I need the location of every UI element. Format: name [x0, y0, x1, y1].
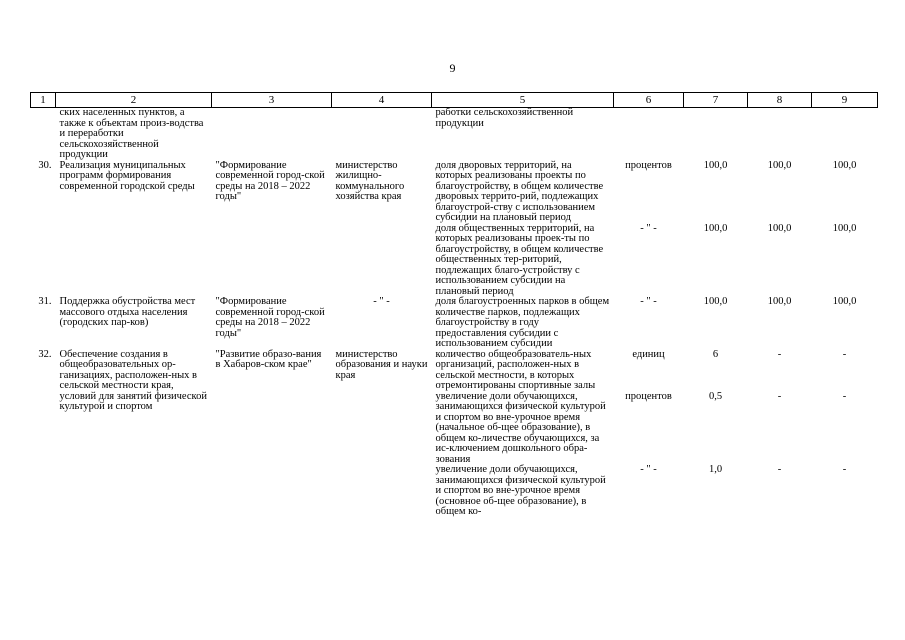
indicator-unit: процентов [625, 159, 672, 171]
indicator-value-7: 100,0 [703, 159, 728, 171]
program-name: "Развитие образо-вания в Хабаров-ском крае" [215, 348, 322, 370]
indicator-value-9: 100,0 [832, 222, 857, 234]
indicator-text: количество общеобразователь-ных организаций, расположен-ных в сельской местности, в которых отремонтированы спортивные залы [435, 348, 596, 391]
indicator-value-9: 100,0 [832, 296, 857, 307]
indicator-value-7: 100,0 [703, 222, 728, 234]
indicator-value-7: 1,0 [708, 464, 723, 475]
header-col-7: 7 [684, 93, 748, 108]
row-number: 31. [38, 296, 52, 307]
page-number: 9 [449, 61, 456, 75]
measure-name: Обеспечение создания в общеобразовательных ор-ганизациях, расположен-ных в сельской местности края, условий для занятий физической культурой и спортом [59, 348, 207, 412]
indicator-value-8: - [777, 464, 782, 475]
table-row [31, 297, 878, 350]
indicator-value-8: - [777, 390, 782, 402]
header-col-3: 3 [212, 93, 332, 108]
indicator-text: доля дворовых территорий, на которых реализованы проекты по благоустройству, в общем количестве дворовых террито-рий, подлежащих благоустрой-ству с использованием субсидии на плановый период [435, 159, 604, 223]
indicator-value-8: 100,0 [767, 296, 792, 307]
executor: министерство жилищно-коммунального хозяйства края [335, 159, 405, 202]
indicators-table [30, 92, 878, 518]
program-name: "Формирование современной город-ской среды на 2018 – 2022 годы" [215, 296, 325, 339]
indicator-unit: - " - [640, 464, 657, 475]
indicator-value-7: 0,5 [708, 390, 723, 402]
indicator-text: увеличение доли обучающихся, занимающихся физической культурой и спортом во вне-урочное время (начальное об-щее образование), в общем ко-личестве обучающихся, за ис-ключением дошкольного обра-зования [435, 390, 606, 465]
indicator-unit: - " - [640, 296, 657, 307]
indicator-value-9: 100,0 [832, 159, 857, 171]
executor: - " - [373, 296, 390, 307]
measure-name: Реализация муниципальных программ формирования современной городской среды [59, 159, 195, 192]
table-row [31, 350, 878, 392]
indicator-unit: процентов [625, 390, 672, 402]
measure-name: Поддержка обустройства мест массового отдыха населения (городских пар-ков) [59, 296, 196, 328]
header-col-6: 6 [614, 93, 684, 108]
indicator-unit: единиц [632, 348, 665, 360]
indicator-value-7: 100,0 [703, 296, 728, 307]
indicator-text: увеличение доли обучающихся, занимающихся физической культурой и спортом во вне-урочное время (основное об-щее образование), в общем ко- [435, 464, 606, 517]
indicator-value-9: - [842, 464, 847, 475]
indicator-text: доля благоустроенных парков в общем количестве парков, подлежащих благоустройству в году предоставления субсидии с использованием субсидии [435, 296, 610, 349]
header-col-1: 1 [31, 93, 56, 108]
header-col-5: 5 [432, 93, 614, 108]
continuation-indicator: работки сельскохозяйственной продукции [435, 107, 574, 129]
indicator-value-9: - [842, 348, 847, 360]
program-name: "Формирование современной город-ской среды на 2018 – 2022 годы" [215, 159, 325, 202]
continuation-name: ских населенных пунктов, а также к объектам произ-водства и переработки сельскохозяйственной продукции [59, 107, 204, 160]
row-number: 32. [38, 348, 52, 360]
row-number: 30. [38, 159, 52, 171]
indicator-value-8: 100,0 [767, 159, 792, 171]
table-row-continuation [31, 108, 878, 161]
indicator-value-8: 100,0 [767, 222, 792, 234]
header-col-4: 4 [332, 93, 432, 108]
indicator-value-7: 6 [712, 348, 719, 360]
table-row [31, 161, 878, 224]
indicator-value-9: - [842, 390, 847, 402]
header-row [31, 93, 878, 108]
executor: министерство образования и науки края [335, 348, 428, 381]
header-col-2: 2 [56, 93, 212, 108]
header-col-9: 9 [812, 93, 878, 108]
indicator-text: доля общественных территорий, на которых реализованы проек-ты по благоустройству, в общем количестве общественных тер-риторий, подлежащих благо-устройству с использованием субсидии на плановый период [435, 222, 604, 297]
header-col-8: 8 [748, 93, 812, 108]
indicator-unit: - " - [640, 222, 657, 234]
indicator-value-8: - [777, 348, 782, 360]
